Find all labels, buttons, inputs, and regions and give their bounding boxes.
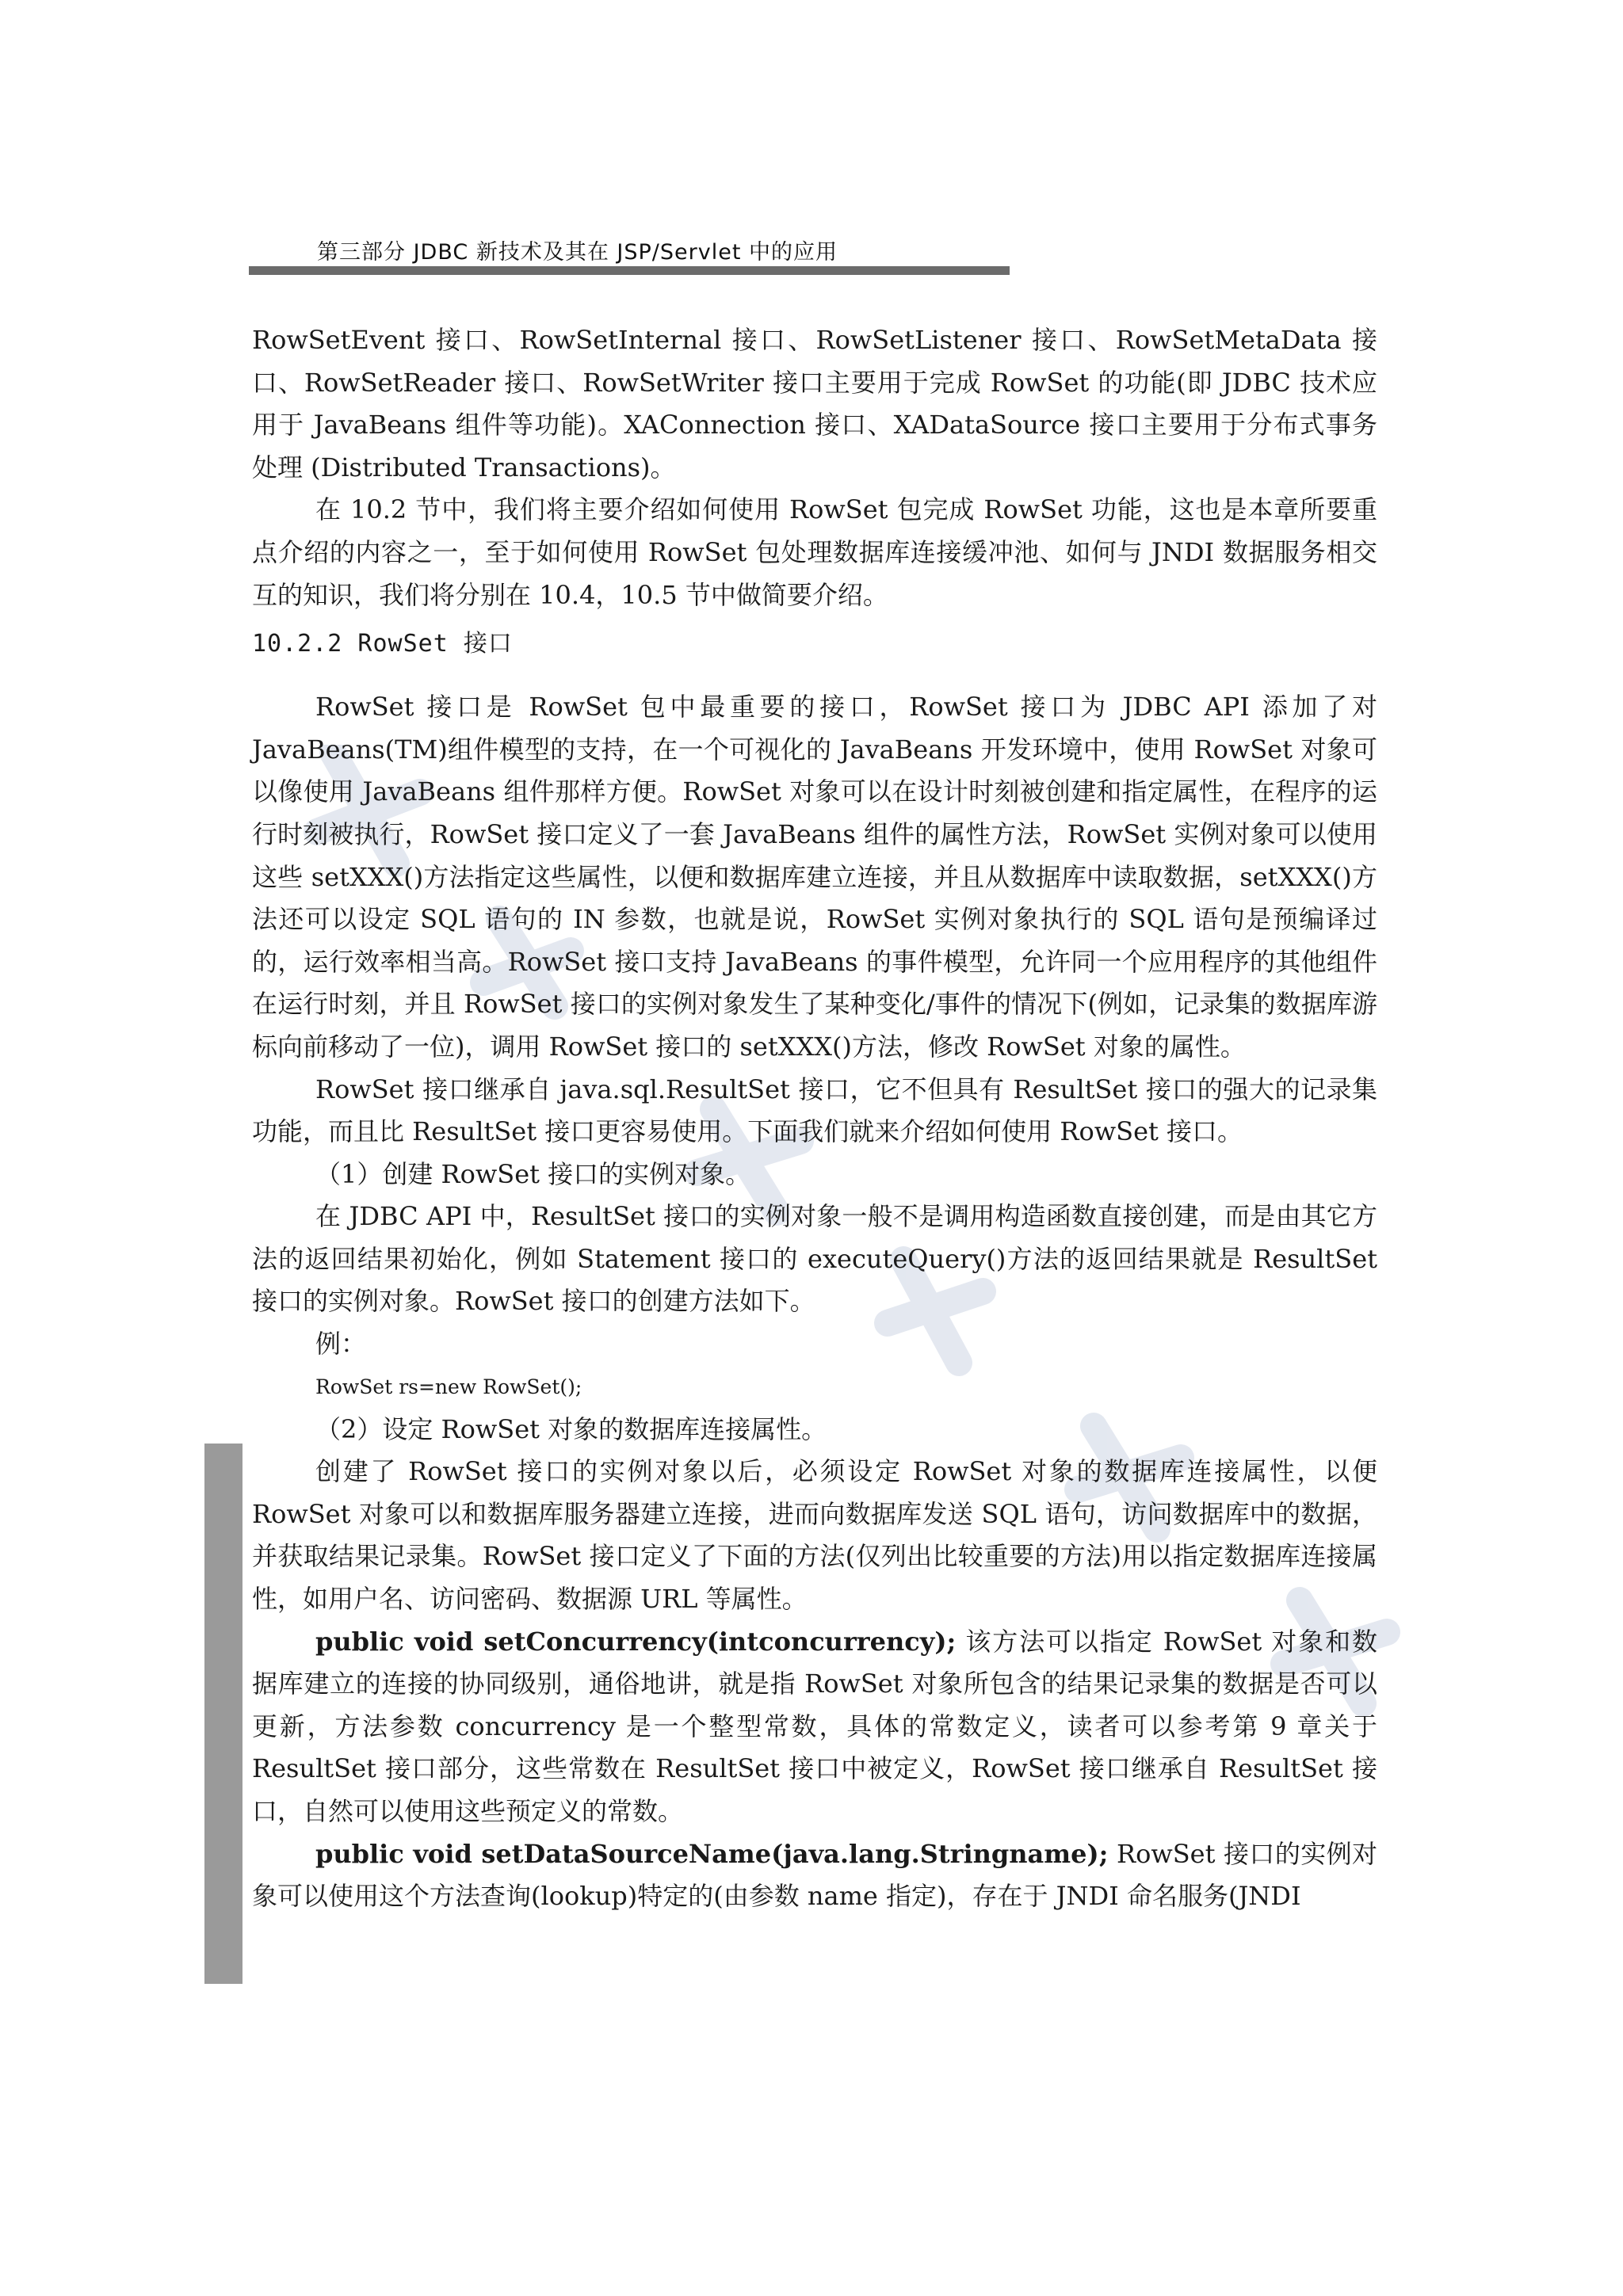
method-description: RowSet 接口的实例对象可以使用这个方法查询(lookup)特定的(由参数 name 指定)，存在于 JNDI 命名服务(JNDI bbox=[252, 1838, 1377, 1912]
code-example: RowSet rs=new RowSet(); bbox=[315, 1375, 582, 1398]
paragraph-create: 在 JDBC API 中，ResultSet 接口的实例对象一般不是调用构造函数直接创建，而是由其它方法的返回结果初始化，例如 Statement 接口的 executeQuery()方法的返回结果就是 ResultSet 接口的实例对象。RowSet 接口的创建方法如下。 bbox=[252, 1201, 1377, 1317]
paragraph-intro-2: 在 10.2 节中，我们将主要介绍如何使用 RowSet 包完成 RowSet 功能，这也是本章所要重点介绍的内容之一，至于如何使用 RowSet 包处理数据库连接缓冲池、如何与 JNDI 数据服务相交互的知识，我们将分别在 10.4，10.5 节中做简要介绍。 bbox=[252, 494, 1377, 610]
list-item-create: （1）创建 RowSet 接口的实例对象。 bbox=[315, 1158, 751, 1189]
margin-marker-bar bbox=[204, 1444, 242, 1984]
paragraph-props: 创建了 RowSet 接口的实例对象以后，必须设定 RowSet 对象的数据库连接属性，以便 RowSet 对象可以和数据库服务器建立连接，进而向数据库发送 SQL 语句，访问数据库中的数据，并获取结果记录集。RowSet 接口定义了下面的方法(仅列出比较重要的方法)用以指定数据库连接属性，如用户名、访问密码、数据源 URL 等属性。 bbox=[252, 1456, 1377, 1615]
running-header: 第三部分 JDBC 新技术及其在 JSP/Servlet 中的应用 bbox=[317, 240, 838, 265]
list-item-props: （2）设定 RowSet 对象的数据库连接属性。 bbox=[315, 1413, 827, 1444]
method-signature: public void setDataSourceName(java.lang.Stringname); bbox=[315, 1838, 1109, 1869]
method-description: 该方法可以指定 RowSet 对象和数据库建立的连接的协同级别，通俗地讲，就是指 RowSet 对象所包含的结果记录集的数据是否可以更新，方法参数 concurrency 是一个整型常数，具体的常数定义，读者可以参考第 9 章关于 ResultSet 接口部分，这些常数在 ResultSet 接口中被定义，RowSet 接口继承自 ResultSet 接口，自然可以使用这些预定义的常数。 bbox=[252, 1626, 1377, 1826]
method-setdatasourcename bbox=[252, 1833, 1377, 1918]
paragraph-rowset-2: RowSet 接口继承自 java.sql.ResultSet 接口，它不但具有 ResultSet 接口的强大的记录集功能，而且比 ResultSet 接口更容易使用。下面我们就来介绍如何使用 RowSet 接口。 bbox=[252, 1074, 1377, 1147]
header-rule bbox=[249, 266, 1010, 275]
paragraph-intro-1: RowSetEvent 接口、RowSetInternal 接口、RowSetListener 接口、RowSetMetaData 接口、RowSetReader 接口、RowSetWriter 接口主要用于完成 RowSet 的功能(即 JDBC 技术应用于 JavaBeans 组件等功能)。XAConnection 接口、XADataSource 接口主要用于分布式事务处理 (Distributed Transactions)。 bbox=[252, 325, 1377, 482]
method-setconcurrency bbox=[252, 1621, 1377, 1833]
paragraph-rowset-1: RowSet 接口是 RowSet 包中最重要的接口，RowSet 接口为 JDBC API 添加了对 JavaBeans(TM)组件模型的支持，在一个可视化的 JavaBeans 开发环境中，使用 RowSet 对象可以像使用 JavaBeans 组件那样方便。RowSet 对象可以在设计时刻被创建和指定属性，在程序的运行时刻被执行，RowSet 接口定义了一套 JavaBeans 组件的属性方法，RowSet 实例对象可以使用这些 setXXX()方法指定这些属性，以便和数据库建立连接，并且从数据库中读取数据，setXXX()方法还可以设定 SQL 语句的 IN 参数，也就是说，RowSet 实例对象执行的 SQL 语句是预编译过的，运行效率相当高。RowSet 接口支持 JavaBeans 的事件模型，允许同一个应用程序的其他组件在运行时刻，并且 RowSet 接口的实例对象发生了某种变化/事件的情况下(例如，记录集的数据库游标向前移动了一位)，调用 RowSet 接口的 setXXX()方法，修改 RowSet 对象的属性。 bbox=[252, 692, 1377, 1062]
section-heading: 10.2.2 RowSet 接口 bbox=[252, 630, 513, 658]
body-text bbox=[252, 319, 1377, 1918]
method-signature: public void setConcurrency(intconcurrency); bbox=[315, 1626, 957, 1657]
example-label: 例： bbox=[315, 1329, 367, 1360]
